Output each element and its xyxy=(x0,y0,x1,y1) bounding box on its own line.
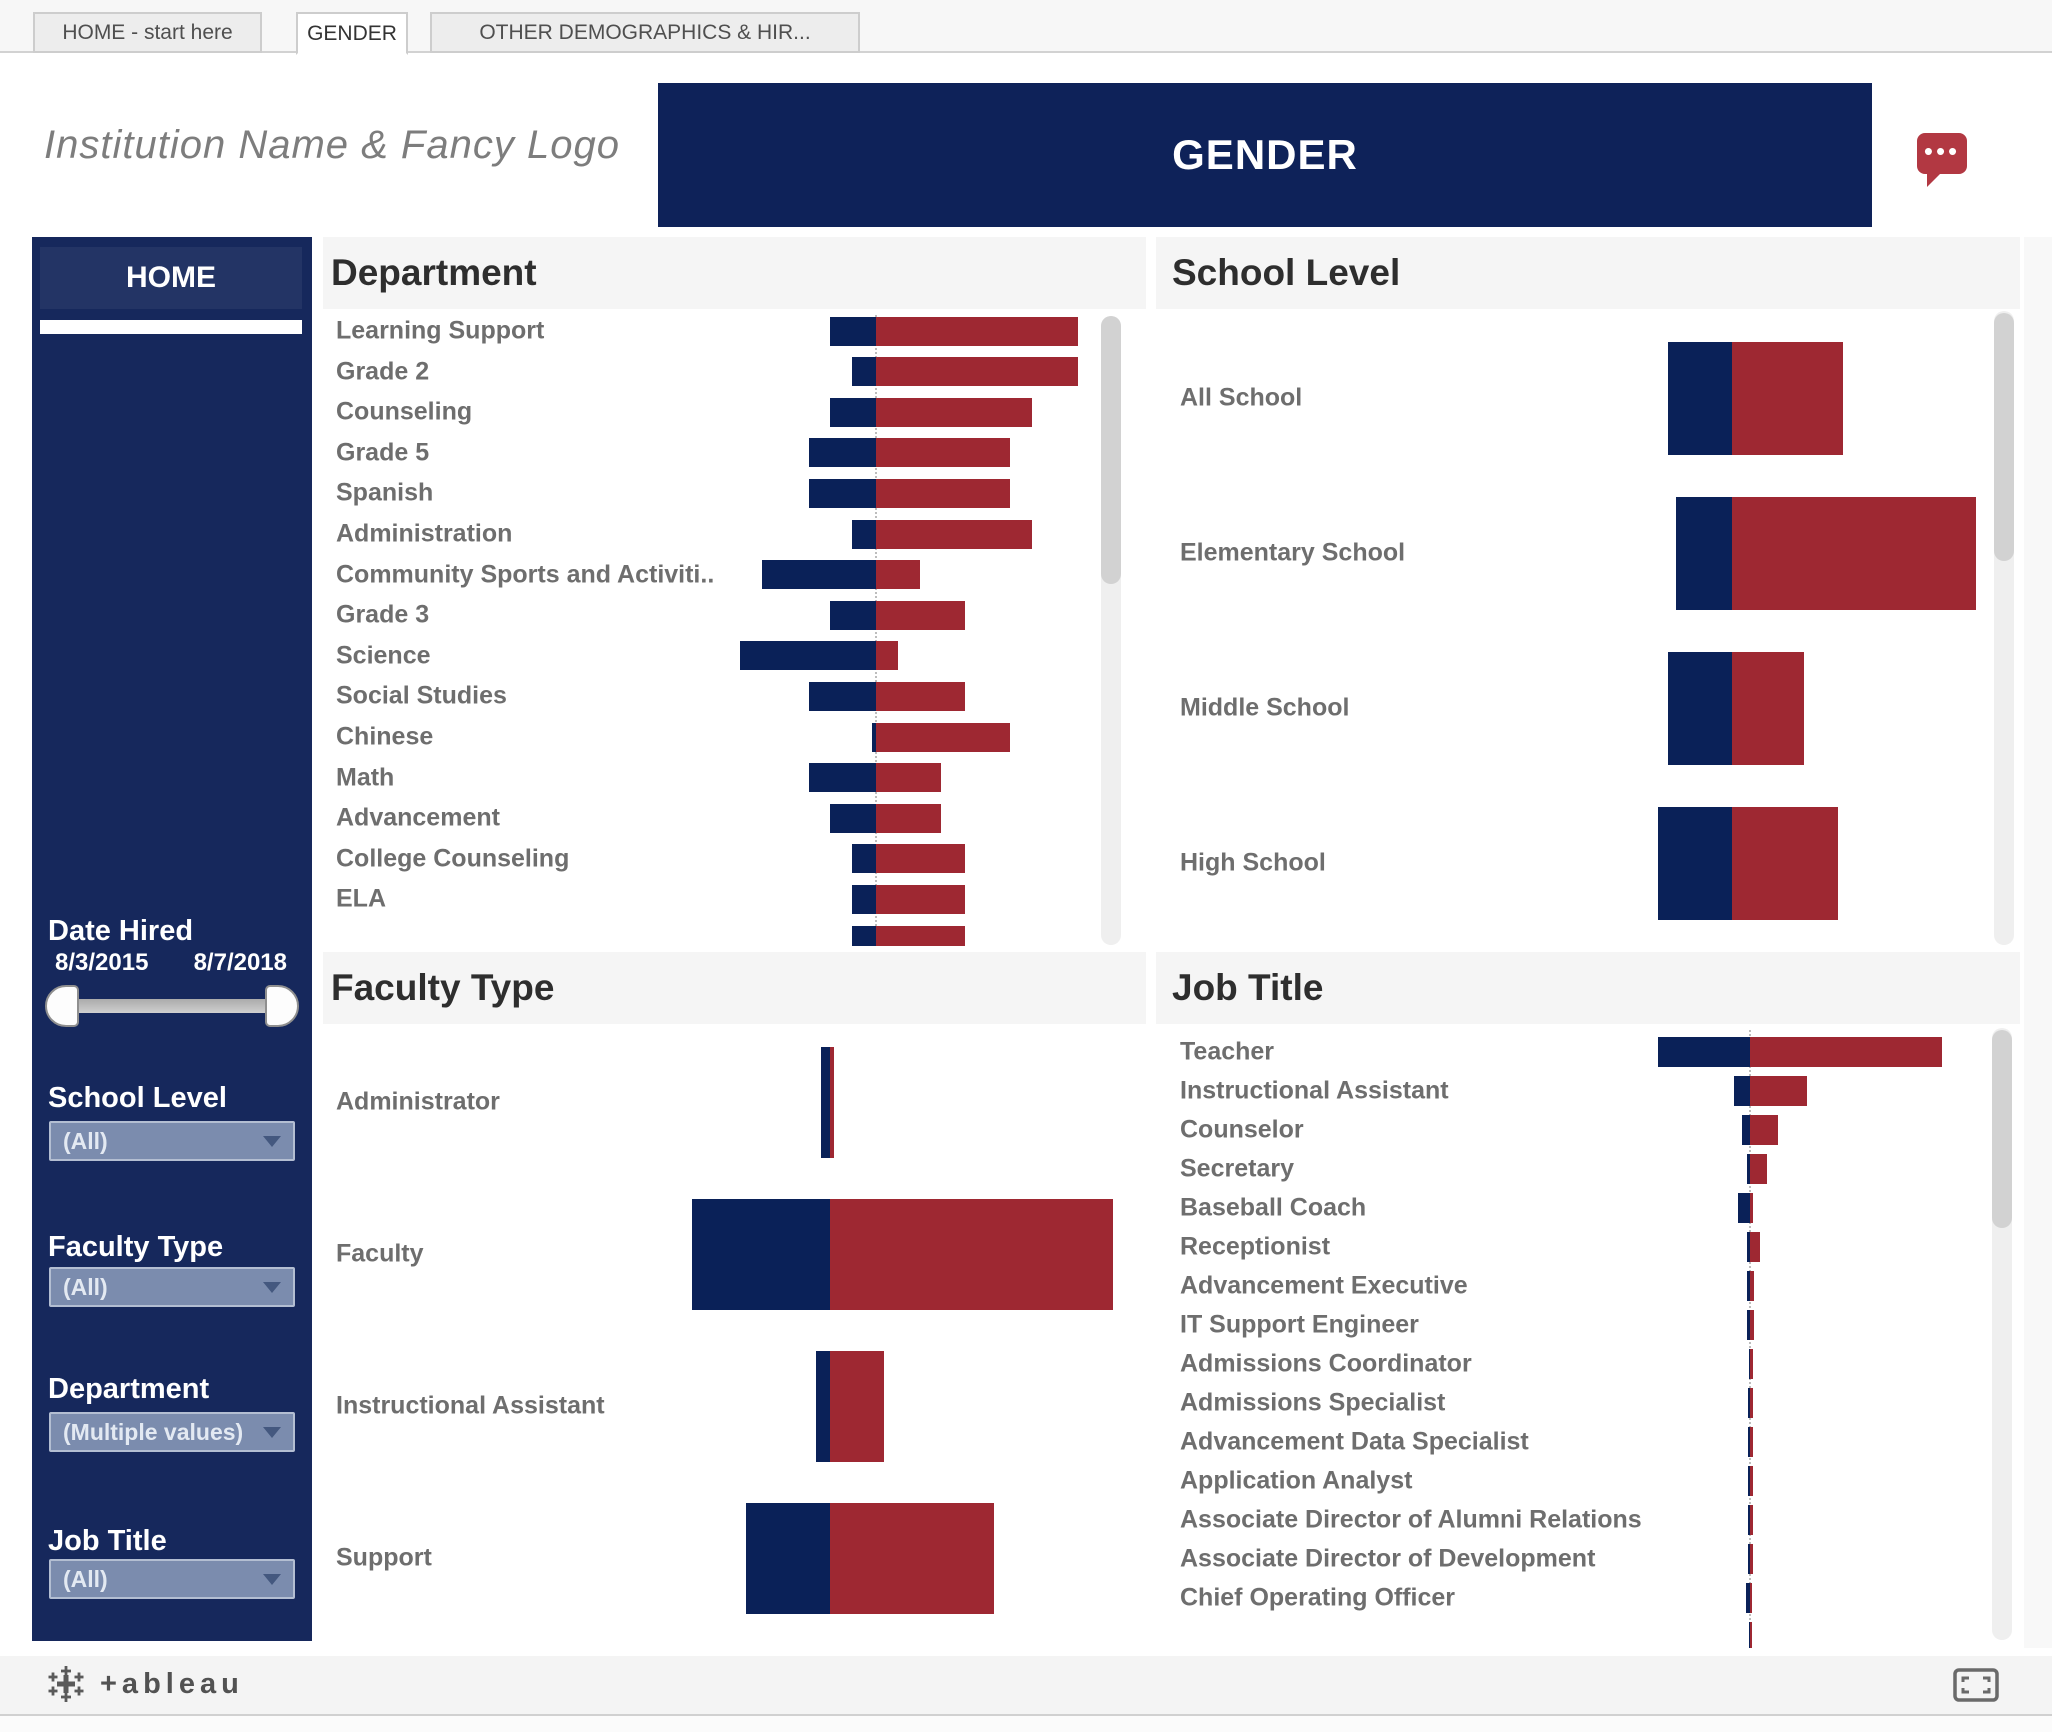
row-label: Application Analyst xyxy=(1180,1466,1413,1495)
bar-segment-navy[interactable] xyxy=(816,1351,830,1462)
bar-segment-navy[interactable] xyxy=(809,763,876,792)
dropdown-value: (All) xyxy=(63,1565,108,1592)
bar-segment-red[interactable] xyxy=(876,560,920,589)
tableau-wordmark: +ableau xyxy=(100,1667,244,1700)
bar-segment-red[interactable] xyxy=(876,723,1010,752)
bar-segment-red[interactable] xyxy=(876,438,1010,467)
panel-title: School Level xyxy=(1172,252,1401,293)
bar-segment-red[interactable] xyxy=(1750,1466,1753,1496)
page-title-banner xyxy=(658,83,1872,227)
filter-dropdown-department[interactable] xyxy=(49,1412,295,1452)
row-label: Grade 5 xyxy=(336,438,430,467)
bar-segment-red[interactable] xyxy=(876,763,941,792)
filter-label-department: Department xyxy=(48,1373,210,1405)
bar-segment-red[interactable] xyxy=(876,682,965,711)
row-label: Admissions Coordinator xyxy=(1180,1349,1472,1378)
bar-segment-navy[interactable] xyxy=(1658,807,1732,920)
bar-segment-navy[interactable] xyxy=(1668,342,1732,455)
bar-segment-navy[interactable] xyxy=(1742,1115,1750,1145)
bar-segment-red[interactable] xyxy=(1750,1310,1754,1340)
bar-segment-red[interactable] xyxy=(1750,1349,1753,1379)
bar-segment-red[interactable] xyxy=(876,885,965,914)
sheet-tab-gender[interactable]: GENDER xyxy=(296,12,408,55)
row-label: Support xyxy=(336,1543,432,1572)
bar-segment-red[interactable] xyxy=(1750,1193,1753,1223)
filter-label-faculty-type: Faculty Type xyxy=(48,1231,224,1263)
date-hired-label: Date Hired xyxy=(48,915,194,947)
row-label: Admissions Specialist xyxy=(1180,1388,1446,1417)
home-button-label: HOME xyxy=(126,261,216,294)
ellipsis-dots: ••• xyxy=(1923,135,1961,166)
bar-segment-red[interactable] xyxy=(830,1351,884,1462)
panel-scrollbar-thumb[interactable] xyxy=(1994,313,2014,561)
panel-title-bar xyxy=(323,952,1146,1024)
fullscreen-icon xyxy=(1953,1668,1999,1702)
bar-segment-red[interactable] xyxy=(1750,1115,1778,1145)
row-label: High School xyxy=(1180,848,1326,877)
row-label: Social Studies xyxy=(336,681,507,710)
bar-segment-navy[interactable] xyxy=(830,601,876,630)
row-label: Advancement Executive xyxy=(1180,1271,1468,1300)
bar-segment-red[interactable] xyxy=(876,357,1078,386)
bar-segment-navy[interactable] xyxy=(1668,652,1732,765)
panel-title-bar xyxy=(323,237,1146,309)
slider-handle-start[interactable] xyxy=(45,985,79,1027)
date-end: 8/7/2018 xyxy=(193,949,287,976)
bar-segment-navy[interactable] xyxy=(852,844,876,873)
home-button[interactable] xyxy=(40,247,302,309)
bar-segment-navy[interactable] xyxy=(740,641,876,670)
footer-bottom-strip xyxy=(0,1716,2052,1732)
bar-segment-red[interactable] xyxy=(876,398,1032,427)
sheet-tab-other-demographics-hir[interactable]: OTHER DEMOGRAPHICS & HIR... xyxy=(430,12,860,53)
row-label: Counselor xyxy=(1180,1115,1304,1144)
dropdown-value: (All) xyxy=(63,1127,108,1154)
panel-scrollbar-thumb[interactable] xyxy=(1992,1030,2012,1228)
job-title-chart-panel xyxy=(1156,952,2020,1648)
right-gutter xyxy=(2024,237,2052,1648)
row-label: All School xyxy=(1180,383,1303,412)
filter-label-school-level: School Level xyxy=(48,1082,227,1114)
bar-segment-navy[interactable] xyxy=(852,926,876,947)
row-label: ELA xyxy=(336,884,386,913)
department-chart-panel xyxy=(323,237,1146,946)
bar-segment-red[interactable] xyxy=(1750,1037,1942,1067)
row-label: Secretary xyxy=(1180,1154,1294,1183)
bar-segment-navy[interactable] xyxy=(1658,1037,1750,1067)
filter-dropdown-job-title[interactable] xyxy=(49,1559,295,1599)
tableau-footer xyxy=(0,1656,2052,1714)
bar-segment-navy[interactable] xyxy=(809,682,876,711)
bar-segment-navy[interactable] xyxy=(821,1047,830,1158)
bar-segment-navy[interactable] xyxy=(852,357,876,386)
row-label: Teacher xyxy=(1180,1037,1275,1066)
date-start: 8/3/2015 xyxy=(55,949,149,976)
panel-title: Department xyxy=(331,252,537,293)
row-label: Instructional Assistant xyxy=(336,1391,605,1420)
home-underline xyxy=(40,320,302,334)
row-label: Middle School xyxy=(1180,693,1350,722)
slider-track[interactable] xyxy=(57,999,287,1013)
sheet-tab-bar xyxy=(0,0,2052,53)
bar-segment-red[interactable] xyxy=(876,601,965,630)
row-label: Counseling xyxy=(336,397,473,426)
bar-segment-navy[interactable] xyxy=(809,479,876,508)
filter-dropdown-school-level[interactable] xyxy=(49,1121,295,1161)
filter-sidebar xyxy=(32,237,312,1641)
bar-segment-navy[interactable] xyxy=(852,885,876,914)
filter-dropdown-faculty-type[interactable] xyxy=(49,1267,295,1307)
bar-segment-red[interactable] xyxy=(1750,1427,1753,1457)
bar-segment-red[interactable] xyxy=(1750,1505,1753,1535)
bar-segment-red[interactable] xyxy=(1732,652,1804,765)
tableau-mark-icon xyxy=(46,1664,86,1704)
row-label: Community Sports and Activiti.. xyxy=(336,560,715,589)
row-label: Grade 3 xyxy=(336,600,430,629)
bar-segment-navy[interactable] xyxy=(1738,1193,1750,1223)
row-label: Advancement Data Specialist xyxy=(1180,1427,1529,1456)
bar-segment-navy[interactable] xyxy=(852,520,876,549)
bar-segment-red[interactable] xyxy=(1732,497,1976,610)
row-label: IT Support Engineer xyxy=(1180,1310,1419,1339)
row-label: Chief Operating Officer xyxy=(1180,1583,1456,1612)
bar-segment-red[interactable] xyxy=(830,1503,994,1614)
row-label: Associate Director of Alumni Relations xyxy=(1180,1505,1642,1534)
bar-segment-red[interactable] xyxy=(1750,1544,1753,1574)
bar-segment-navy[interactable] xyxy=(830,804,876,833)
dashboard-header xyxy=(0,53,2052,237)
bar-segment-red[interactable] xyxy=(876,844,965,873)
row-label: Receptionist xyxy=(1180,1232,1331,1261)
row-label: Faculty xyxy=(336,1239,424,1268)
institution-logo-text: Institution Name & Fancy Logo xyxy=(44,122,620,167)
bar-segment-red[interactable] xyxy=(1750,1583,1752,1613)
sheet-tab-home-start-here[interactable]: HOME - start here xyxy=(33,12,262,53)
panel-scrollbar-thumb[interactable] xyxy=(1101,316,1121,584)
row-label: Baseball Coach xyxy=(1180,1193,1367,1222)
bar-segment-red[interactable] xyxy=(1750,1076,1807,1106)
comment-bubble-tail xyxy=(1927,172,1942,187)
bar-segment-red[interactable] xyxy=(1732,342,1843,455)
school-level-chart-panel xyxy=(1156,237,2020,946)
chevron-down-icon xyxy=(263,1136,281,1147)
bar-segment-navy[interactable] xyxy=(830,398,876,427)
row-label: Instructional Assistant xyxy=(1180,1076,1449,1105)
panel-title: Job Title xyxy=(1172,967,1324,1008)
row-label: Administrator xyxy=(336,1087,500,1116)
bar-segment-red[interactable] xyxy=(1750,1271,1754,1301)
bar-segment-navy[interactable] xyxy=(746,1503,830,1614)
bar-segment-navy[interactable] xyxy=(1676,497,1732,610)
row-label: Learning Support xyxy=(336,316,545,345)
chevron-down-icon xyxy=(263,1574,281,1585)
bar-segment-red[interactable] xyxy=(876,479,1010,508)
bar-segment-red[interactable] xyxy=(1750,1232,1760,1262)
row-label: Grade 2 xyxy=(336,357,430,386)
row-label: Chinese xyxy=(336,722,434,751)
slider-handle-end[interactable] xyxy=(265,985,299,1027)
bar-segment-red[interactable] xyxy=(876,804,941,833)
row-label: Associate Director of Development xyxy=(1180,1544,1596,1573)
panel-title-bar xyxy=(1156,952,2020,1024)
filter-label-job-title: Job Title xyxy=(48,1525,167,1557)
panel-title-bar xyxy=(1156,237,2020,309)
bar-segment-red[interactable] xyxy=(830,1047,834,1158)
bar-segment-navy[interactable] xyxy=(809,438,876,467)
row-label: Spanish xyxy=(336,478,434,507)
dropdown-value: (All) xyxy=(63,1273,108,1300)
bar-segment-navy[interactable] xyxy=(830,317,876,346)
page-title: GENDER xyxy=(1172,131,1358,178)
bar-segment-navy[interactable] xyxy=(762,560,876,589)
fullscreen-button[interactable] xyxy=(1953,1668,1999,1702)
bar-segment-red[interactable] xyxy=(1750,1622,1752,1648)
bar-segment-red[interactable] xyxy=(876,520,1032,549)
bar-segment-red[interactable] xyxy=(1732,807,1838,920)
bar-segment-red[interactable] xyxy=(876,317,1078,346)
bar-segment-red[interactable] xyxy=(876,641,898,670)
row-label: Advancement xyxy=(336,803,500,832)
bar-segment-red[interactable] xyxy=(830,1199,1113,1310)
row-label: Administration xyxy=(336,519,513,548)
comment-bubble-icon[interactable] xyxy=(1917,133,1967,174)
dropdown-value: (Multiple values) xyxy=(63,1418,244,1445)
chevron-down-icon xyxy=(263,1282,281,1293)
row-label: Elementary School xyxy=(1180,538,1406,567)
chevron-down-icon xyxy=(263,1427,281,1438)
date-range-slider[interactable] xyxy=(45,985,299,1027)
bar-segment-navy[interactable] xyxy=(692,1199,830,1310)
date-range-values xyxy=(55,949,287,977)
tableau-logo-link[interactable] xyxy=(46,1662,244,1706)
bar-segment-navy[interactable] xyxy=(1734,1076,1750,1106)
row-label: Math xyxy=(336,763,395,792)
panel-title: Faculty Type xyxy=(331,967,555,1008)
faculty-type-chart-panel xyxy=(323,952,1146,1648)
bar-segment-red[interactable] xyxy=(876,926,965,947)
bar-segment-red[interactable] xyxy=(1750,1154,1767,1184)
row-label: Science xyxy=(336,641,431,670)
row-label: College Counseling xyxy=(336,844,570,873)
bar-segment-red[interactable] xyxy=(1750,1388,1753,1418)
